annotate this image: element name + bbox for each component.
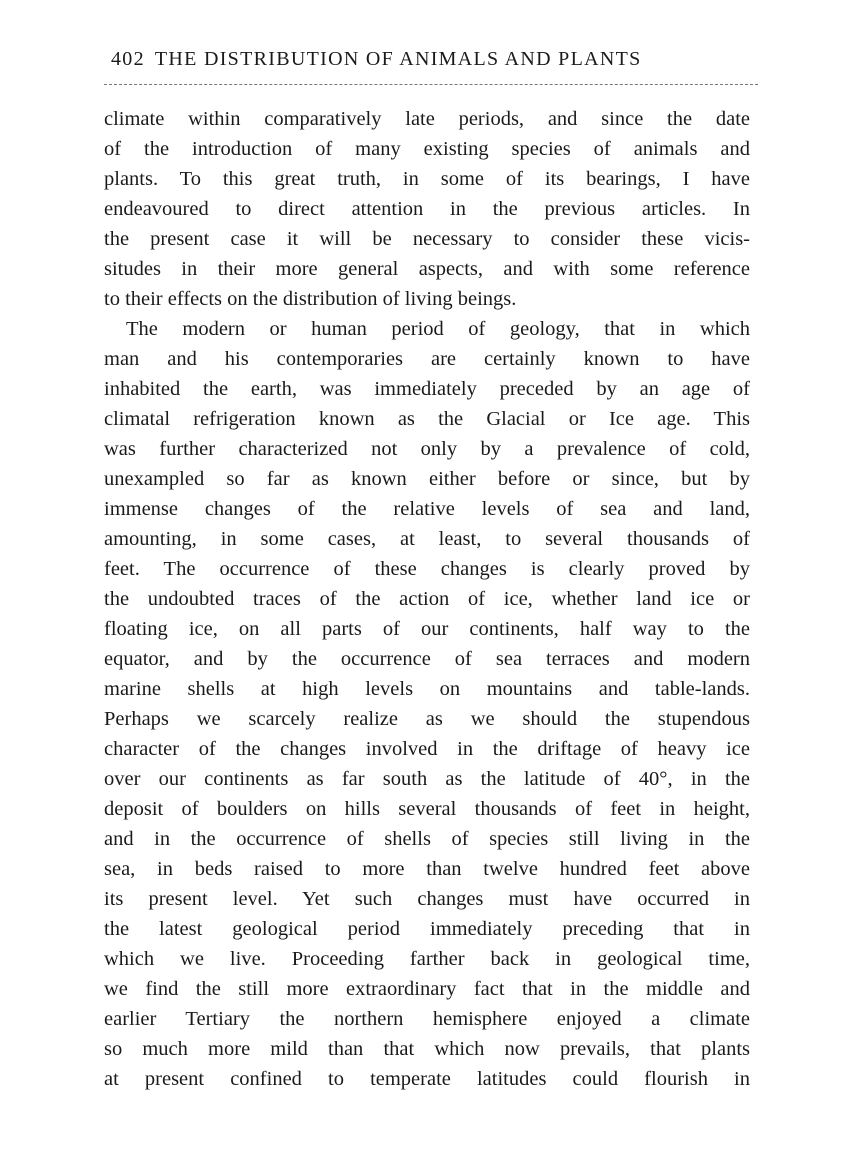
page-number: 402 [111, 48, 145, 70]
text-line: amounting, in some cases, at least, to several thousands of [104, 528, 750, 550]
text-line: endeavoured to direct attention in the previous articles. In [104, 198, 750, 220]
text-line: plants. To this great truth, in some of its bearings, I have [104, 168, 750, 190]
text-line: deposit of boulders on hills several thousands of feet in height, [104, 798, 750, 820]
text-line: at present confined to temperate latitudes could flourish in [104, 1068, 750, 1090]
text-line: inhabited the earth, was immediately preceded by an age of [104, 378, 750, 400]
text-line: of the introduction of many existing species of animals and [104, 138, 750, 160]
paragraph-2 [104, 314, 750, 1094]
text-line: was further characterized not only by a prevalence of cold, [104, 438, 750, 460]
running-title: THE DISTRIBUTION OF ANIMALS AND PLANTS [154, 48, 642, 70]
header-rule [104, 84, 758, 85]
text-line: The modern or human period of geology, that in which [126, 318, 750, 340]
text-line: which we live. Proceeding farther back in geological time, [104, 948, 750, 970]
text-line: climate within comparatively late periods, and since the date [104, 108, 750, 130]
text-line: earlier Tertiary the northern hemisphere enjoyed a climate [104, 1008, 750, 1030]
text-line: equator, and by the occurrence of sea terraces and modern [104, 648, 750, 670]
text-line: man and his contemporaries are certainly known to have [104, 348, 750, 370]
text-line: Perhaps we scarcely realize as we should the stupendous [104, 708, 750, 730]
text-line: and in the occurrence of shells of species still living in the [104, 828, 750, 850]
text-line: sea, in beds raised to more than twelve hundred feet above [104, 858, 750, 880]
text-line: feet. The occurrence of these changes is clearly proved by [104, 558, 750, 580]
text-line: climatal refrigeration known as the Glacial or Ice age. This [104, 408, 750, 430]
text-line: its present level. Yet such changes must have occurred in [104, 888, 750, 910]
text-line: the undoubted traces of the action of ice, whether land ice or [104, 588, 750, 610]
text-line: marine shells at high levels on mountains and table-lands. [104, 678, 750, 700]
text-line: over our continents as far south as the latitude of 40°, in the [104, 768, 750, 790]
text-line: to their effects on the distribution of living beings. [104, 288, 517, 310]
text-line: character of the changes involved in the driftage of heavy ice [104, 738, 750, 760]
text-line: so much more mild than that which now prevails, that plants [104, 1038, 750, 1060]
text-line: we find the still more extraordinary fact that in the middle and [104, 978, 750, 1000]
text-line: the present case it will be necessary to consider these vicis- [104, 228, 750, 250]
text-line: floating ice, on all parts of our continents, half way to the [104, 618, 750, 640]
paragraph-1 [104, 104, 750, 314]
body-text [104, 104, 750, 1094]
text-line: unexampled so far as known either before or since, but by [104, 468, 750, 490]
text-line: immense changes of the relative levels of sea and land, [104, 498, 750, 520]
text-line: situdes in their more general aspects, and with some reference [104, 258, 750, 280]
text-line: the latest geological period immediately preceding that in [104, 918, 750, 940]
running-head [111, 44, 751, 74]
